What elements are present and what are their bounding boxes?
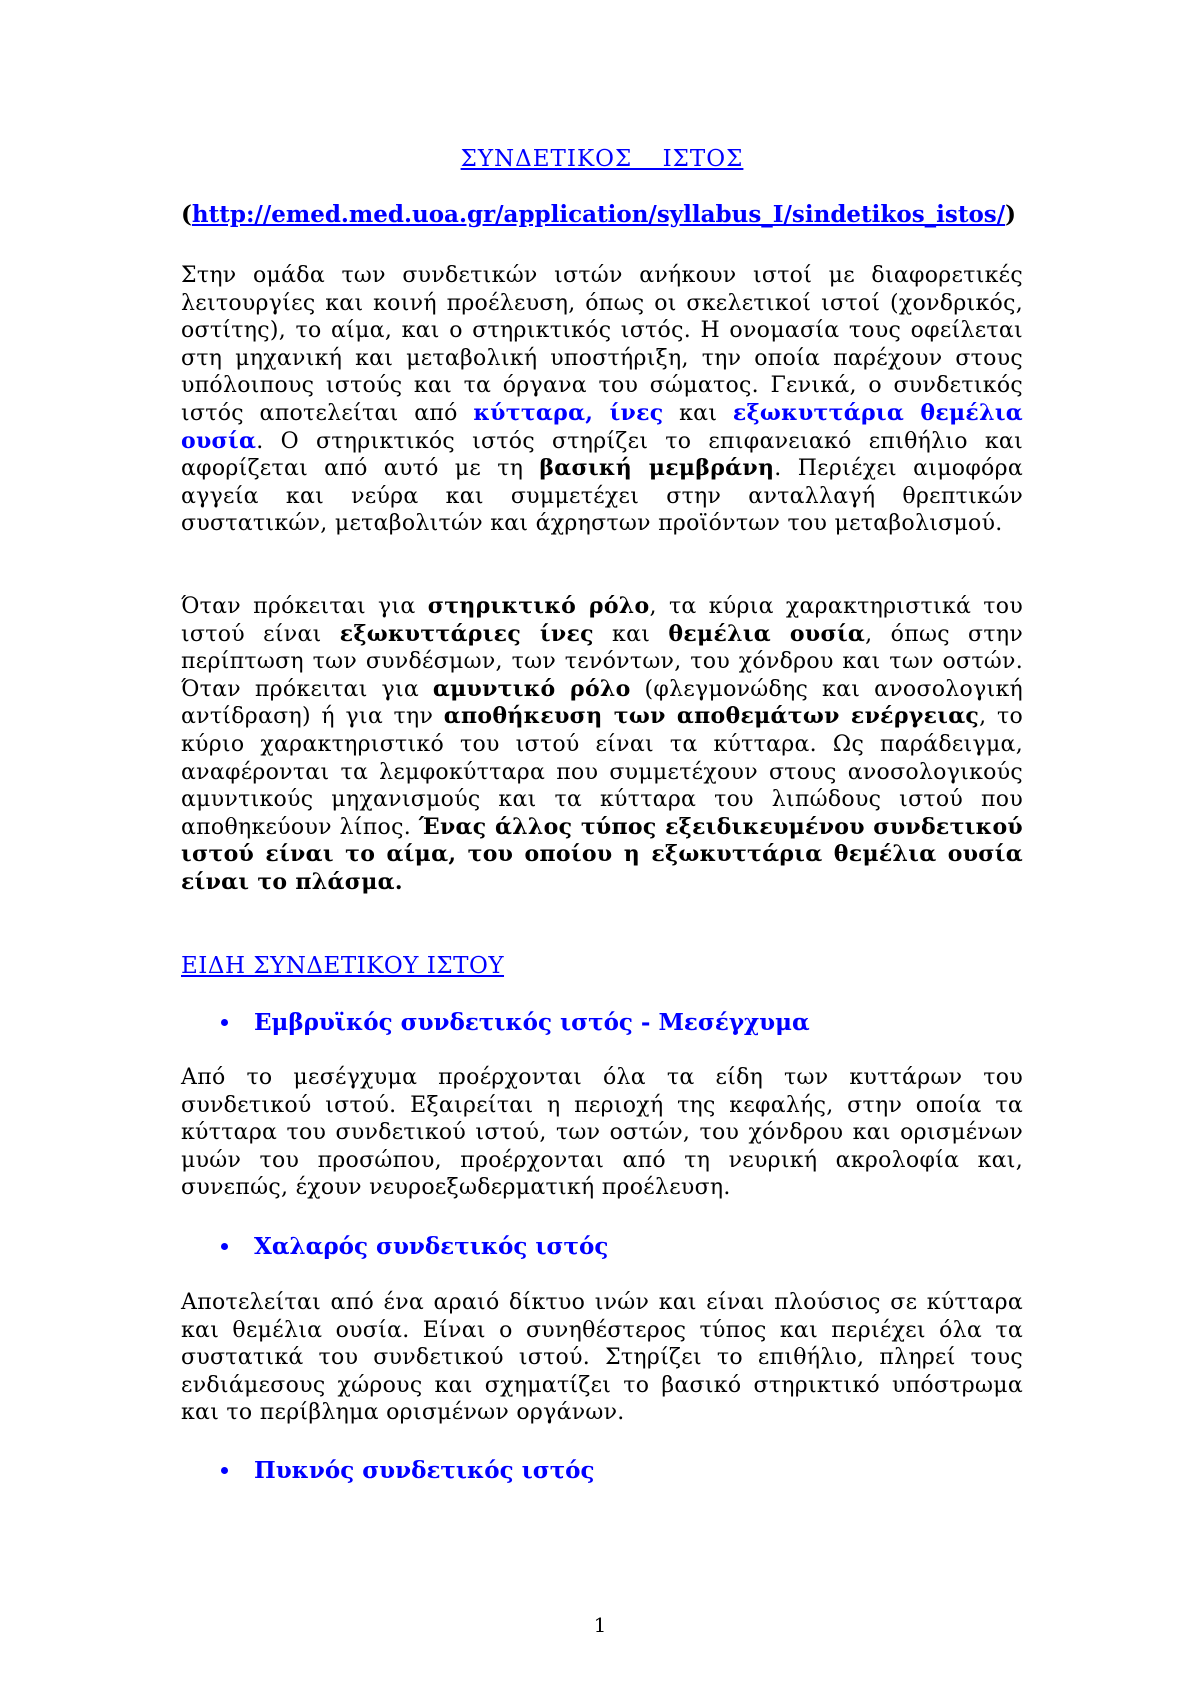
intro-paragraph xyxy=(181,262,1023,538)
bullet-dot-icon xyxy=(221,1467,228,1474)
source-open-paren: ( xyxy=(181,201,192,228)
loose-paragraph: Αποτελείται από ένα αραιό δίκτυο ινών και είναι πλούσιος σε κύτταρα και θεμέλια ουσία. Είναι ο συνηθέστερος τύπος και περιέχει όλα τα συστατικά του συνδετικού ιστού. Στηρίζει το επιθήλιο, πληρεί τους ενδιάμεσους χώρους και σχηματίζει το βασικό στηρικτικό υπόστρωμα και το περίβλημα ορισμένων οργάνων. xyxy=(181,1290,1023,1426)
para2-bold-6: Ένας άλλος τύπος εξειδικευμένου συνδετικού ιστού είναι το αίμα, του οποίου η εξωκυττάρια θεμέλια ουσία είναι το πλάσμα. xyxy=(181,813,1023,895)
para1-text-3: . Ο στηρικτικός ιστός στηρίζει το επιφανειακό επιθήλιο και αφορίζεται από αυτό με τη xyxy=(181,428,1023,482)
bullet-dot-icon xyxy=(221,1019,228,1026)
para2-bold-4: αμυντικό ρόλο xyxy=(432,675,631,702)
para2-text-3: και xyxy=(593,621,669,647)
para1-text-4: . Περιέχει αιμοφόρα αγγεία και νεύρα και συμμετέχει στην ανταλλαγή θρεπτικών συστατικών, μεταβολιτών και άχρηστων προϊόντων του μεταβολισμού. xyxy=(181,456,1023,537)
para2-text-2: , τα κύρια χαρακτηριστικά του ιστού είναι xyxy=(181,594,1023,647)
source-link[interactable]: http://emed.med.uoa.gr/application/syllabus_I/sindetikos_istos/ xyxy=(191,201,1006,228)
para1-term-matrix: εξωκυττάρια θεμέλια ουσία xyxy=(181,399,1023,454)
para2-text-5: (φλεγμονώδης και ανοσολογική αντίδραση) ή για την xyxy=(181,676,1023,730)
bullet-dot-icon xyxy=(221,1243,228,1250)
para2-text-4: , όπως στην περίπτωση των συνδέσμων, των τενόντων, του χόνδρου και των οστών. Όταν πρόκειται για xyxy=(181,621,1023,702)
bullet-embryonic xyxy=(221,1009,810,1036)
page-number: 1 xyxy=(593,1613,607,1637)
embryonic-paragraph: Από το μεσέγχυμα προέρχονται όλα τα είδη των κυττάρων του συνδετικού ιστού. Εξαιρείται η περιοχή της κεφαλής, στην οποία τα κύτταρα του συνδετικού ιστού, των οστών, του χόνδρου και ορισμένων μυών του προσώπου, προέρχονται από τη νευρική ακρολοφία και, συνεπώς, έχουν νευροεξωδερματική προέλευση. xyxy=(181,1065,1023,1201)
bullet-loose xyxy=(221,1233,608,1260)
source-line xyxy=(181,200,1023,230)
para2-bold-3: θεμέλια ουσία xyxy=(668,620,866,647)
bullet-loose-label: Χαλαρός συνδετικός ιστός xyxy=(254,1233,609,1260)
para2-bold-1: στηρικτικό ρόλο xyxy=(427,593,650,619)
para2-text-1: Όταν πρόκειται για xyxy=(181,594,428,619)
section-heading: ΕΙΔΗ ΣΥΝΔΕΤΙΚΟΥ ΙΣΤΟΥ xyxy=(181,953,505,979)
para2-bold-2: εξωκυττάριες ίνες xyxy=(339,620,594,647)
bullet-dense-label: Πυκνός συνδετικός ιστός xyxy=(254,1457,595,1484)
bullet-embryonic-label: Εμβρυϊκός συνδετικός ιστός - Μεσέγχυμα xyxy=(254,1009,810,1036)
para2-text-6: , το κύριο χαρακτηριστικό του ιστού είναι τα κύτταρα. Ως παράδειγμα, αναφέρονται τα λεμφοκύτταρα που συμμετέχουν στους ανοσολογικούς αμυντικούς μηχανισμούς και τα κύτταρα του λιπώδους ιστού που αποθηκεύουν λίπος. xyxy=(181,704,1024,840)
para1-term-basement-membrane: βασική μεμβράνη xyxy=(539,455,775,482)
para1-term-cells-fibers: κύτταρα, ίνες xyxy=(473,399,664,426)
para1-text-2: και xyxy=(663,400,733,426)
source-close-paren: ) xyxy=(1005,201,1017,228)
roles-paragraph xyxy=(181,593,1023,897)
document-title: ΣΥΝΔΕΤΙΚΟΣ ΙΣΤΟΣ xyxy=(460,146,744,172)
para2-bold-5: αποθήκευση των αποθεμάτων ενέργειας xyxy=(443,703,980,730)
para1-text-1: Στην ομάδα των συνδετικών ιστών ανήκουν ιστοί με διαφορετικές λειτουργίες και κοινή προέλευση, όπως οι σκελετικοί ιστοί (χονδρικός, οστίτης), το αίμα, και ο στηρικτικός ιστός. Η ονομασία τους οφείλεται στη μηχανική και μεταβολική υποστήριξη, την οποία παρέχουν στους υπόλοιπους ιστούς και τα όργανα του σώματος. Γενικά, ο συνδετικός ιστός αποτελείται από xyxy=(181,263,1023,426)
bullet-dense xyxy=(221,1457,595,1484)
